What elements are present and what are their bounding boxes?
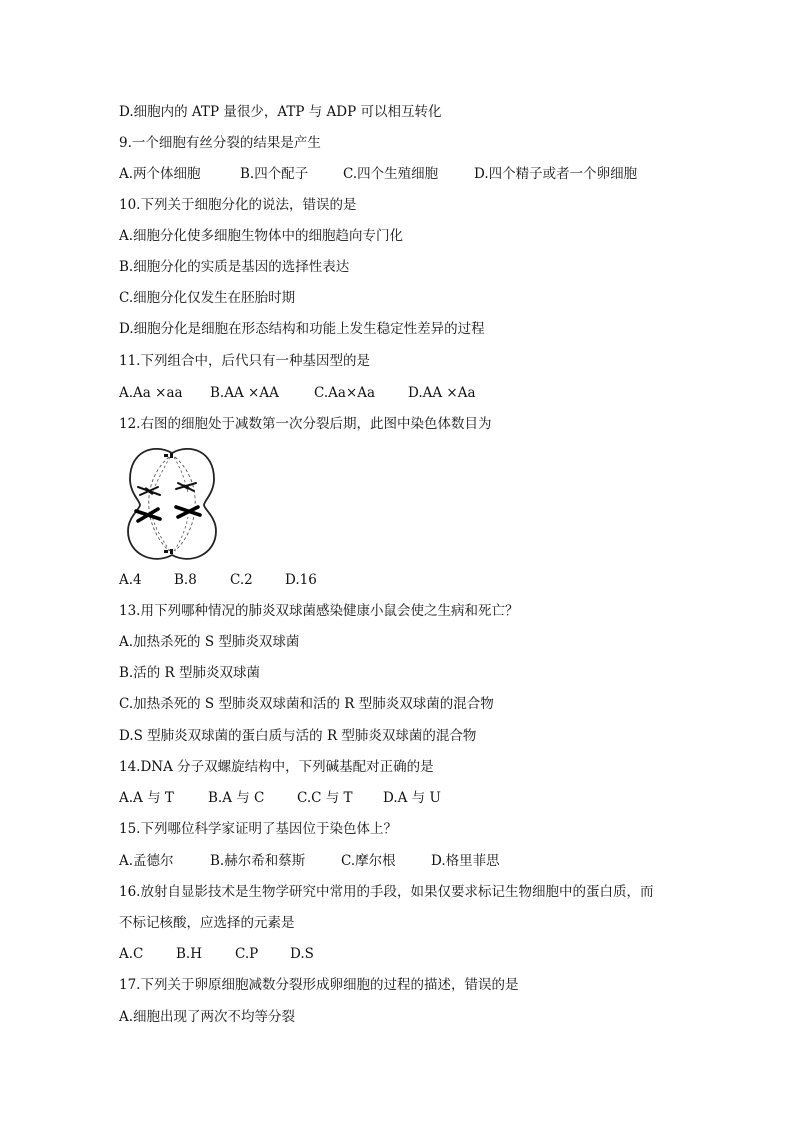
question-10-option-a: A.细胞分化使多细胞生物体中的细胞趋向专门化 [119, 228, 404, 244]
option: D.16 [285, 572, 317, 588]
q8-option-d: D.细胞内的 ATP 量很少，ATP 与 ADP 可以相互转化 [119, 104, 442, 120]
question-9-options [119, 165, 637, 183]
question-10-option-b: B.细胞分化的实质是基因的选择性表达 [119, 259, 350, 275]
option: D.A 与 U [383, 790, 441, 806]
centriole [170, 549, 173, 554]
question-14-options [119, 789, 441, 807]
question-12-options [119, 571, 317, 589]
question-15: 15.下列哪位科学家证明了基因位于染色体上？ [119, 821, 397, 837]
question-16: 16.放射自显影技术是生物学研究中常用的手段，如果仅要求标记生物细胞中的蛋白质，而 [119, 884, 654, 900]
centriole [164, 550, 168, 553]
option: A.A 与 T [119, 790, 174, 806]
spindle-fiber [174, 517, 188, 551]
cell-membrane [128, 449, 216, 559]
option: A.孟德尔 [119, 853, 174, 869]
question-15-options [119, 852, 500, 870]
question-17-option-a: A.细胞出现了两次不均等分裂 [119, 1009, 296, 1025]
option: B.8 [174, 572, 197, 588]
option: B.A 与 C [208, 790, 265, 806]
option: C.Aa×Aa [314, 385, 376, 401]
centriole [170, 453, 173, 458]
option: A.Aa ×aa [119, 385, 183, 401]
option: C.2 [230, 572, 253, 588]
option: C.C 与 T [297, 790, 353, 806]
option: D.四个精子或者一个卵细胞 [474, 166, 638, 182]
option: D.AA ×Aa [408, 385, 476, 401]
centriole [164, 454, 168, 457]
question-9: 9.一个细胞有丝分裂的结果是产生 [119, 135, 321, 151]
question-13: 13.用下列哪种情况的肺炎双球菌感染健康小鼠会使之生病和死亡？ [119, 603, 519, 619]
question-16-options [119, 945, 314, 963]
option: D.格里菲思 [431, 853, 500, 869]
option: A.4 [119, 572, 142, 588]
cell-division-figure [124, 445, 220, 563]
question-13-option-d: D.S 型肺炎双球菌的蛋白质与活的 R 型肺炎双球菌的混合物 [119, 728, 477, 744]
chromosome-dark [176, 507, 200, 517]
option: C.摩尔根 [341, 853, 396, 869]
question-10-option-d: D.细胞分化是细胞在形态结构和功能上发生稳定性差异的过程 [119, 321, 485, 337]
question-10-option-c: C.细胞分化仅发生在胚胎时期 [119, 290, 296, 306]
spindle-fiber [175, 457, 195, 551]
question-17: 17.下列关于卵原细胞减数分裂形成卵细胞的过程的描述，错误的是 [119, 977, 519, 993]
question-13-option-a: A.加热杀死的 S 型肺炎双球菌 [119, 634, 300, 650]
option: C.P [235, 946, 259, 962]
question-12: 12.右图的细胞处于减数第一次分裂后期，此图中染色体数目为 [119, 416, 492, 432]
option: A.两个体细胞 [119, 166, 201, 182]
question-11: 11.下列组合中，后代只有一种基因型的是 [119, 353, 370, 369]
question-16-continued: 不标记核酸，应选择的元素是 [119, 915, 295, 931]
option: B.AA ×AA [210, 385, 279, 401]
question-14: 14.DNA 分子双螺旋结构中，下列碱基配对正确的是 [119, 759, 434, 775]
question-11-options [119, 384, 476, 402]
chromosome-dark [136, 509, 160, 521]
option: B.四个配子 [240, 166, 309, 182]
chromosome-light [138, 487, 160, 495]
option: C.四个生殖细胞 [343, 166, 439, 182]
question-13-option-c: C.加热杀死的 S 型肺炎双球菌和活的 R 型肺炎双球菌的混合物 [119, 696, 494, 712]
option: B.赫尔希和蔡斯 [210, 853, 306, 869]
option: A.C [119, 946, 144, 962]
option: B.H [176, 946, 202, 962]
option: D.S [290, 946, 314, 962]
question-10: 10.下列关于细胞分化的说法，错误的是 [119, 197, 357, 213]
spindle-fiber [149, 457, 169, 551]
question-13-option-b: B.活的 R 型肺炎双球菌 [119, 665, 260, 681]
